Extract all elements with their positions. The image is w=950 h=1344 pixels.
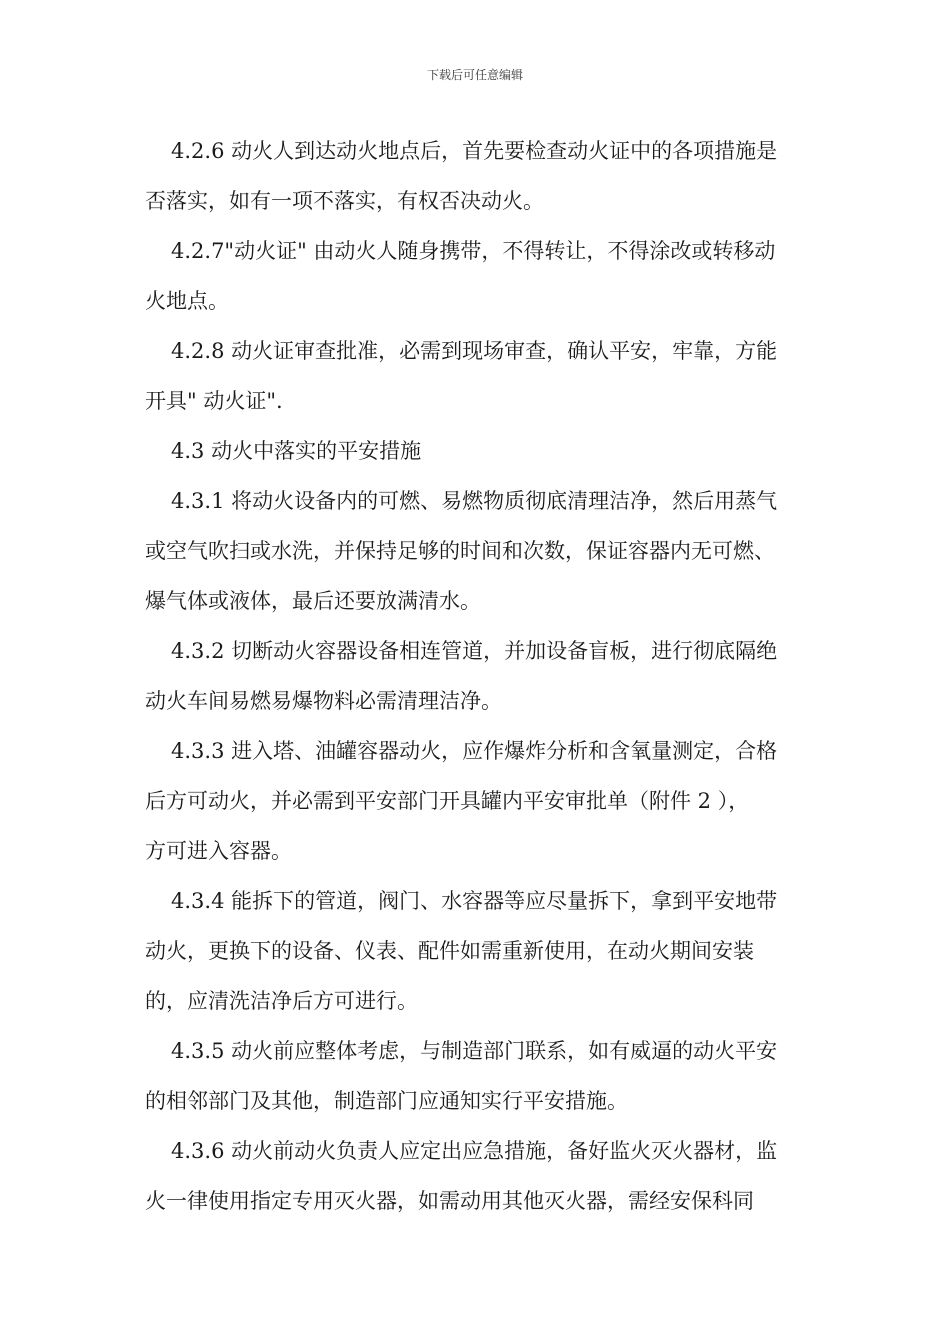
page-header: 下载后可任意编辑 [426,68,523,82]
paragraph-line: 的相邻部门及其他，制造部门应通知实行平安措施。 [145,1089,628,1113]
paragraph-line: 4.2.6 动火人到达动火地点后，首先要检查动火证中的各项措施是 [171,139,778,163]
paragraph-line: 4.3.5 动火前应整体考虑，与制造部门联系，如有威逼的动火平安 [171,1039,778,1063]
paragraph-line: 方可进入容器。 [145,839,292,863]
paragraph-line: 或空气吹扫或水洗，并保持足够的时间和次数，保证容器内无可燃、 [145,539,775,563]
paragraph-line: 火地点。 [145,289,229,313]
paragraph-line: 4.3.3 进入塔、油罐容器动火，应作爆炸分析和含氧量测定，合格 [171,739,778,763]
paragraph-line: 4.3.6 动火前动火负责人应定出应急措施，备好监火灭火器材，监 [171,1139,778,1163]
paragraph-line: 4.3.2 切断动火容器设备相连管道，并加设备盲板，进行彻底隔绝 [171,639,778,663]
paragraph-line: 4.2.8 动火证审查批准，必需到现场审查，确认平安，牢靠，方能 [171,339,778,363]
paragraph-line: 开具" 动火证". [145,389,283,413]
paragraph-line: 4.2.7"动火证" 由动火人随身携带，不得转让，不得涂改或转移动 [171,239,776,263]
paragraph-line: 否落实，如有一项不落实，有权否决动火。 [145,189,544,213]
paragraph-line: 4.3.4 能拆下的管道，阀门、水容器等应尽量拆下，拿到平安地带 [171,889,778,913]
paragraph-line: 动火车间易燃易爆物料必需清理洁净。 [145,689,502,713]
paragraph-line: 4.3.1 将动火设备内的可燃、易燃物质彻底清理洁净，然后用蒸气 [171,489,778,513]
document-body [145,126,815,1226]
paragraph-line: 的，应清洗洁净后方可进行。 [145,989,418,1013]
paragraph-line: 后方可动火，并必需到平安部门开具罐内平安审批单（附件 2 ）， [145,789,750,813]
paragraph-line: 动火，更换下的设备、仪表、配件如需重新使用，在动火期间安装 [145,939,754,963]
paragraph-line: 火一律使用指定专用灭火器，如需动用其他灭火器，需经安保科同 [145,1189,754,1213]
section-heading: 4.3 动火中落实的平安措施 [171,439,422,463]
paragraph-line: 爆气体或液体，最后还要放满清水。 [145,589,481,613]
